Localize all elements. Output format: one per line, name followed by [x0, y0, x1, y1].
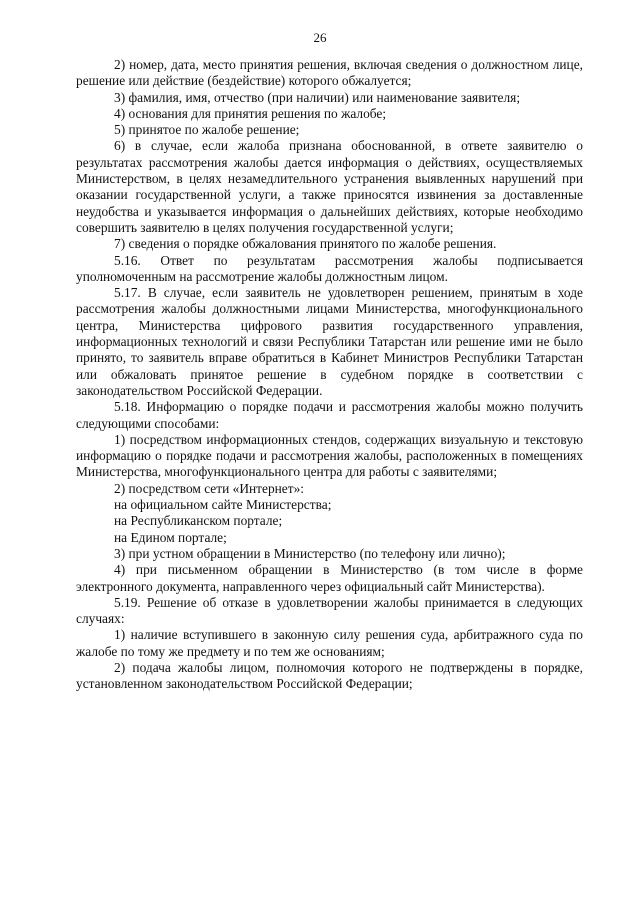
- paragraph-item-4: 4) основания для принятия решения по жалобе;: [114, 105, 387, 121]
- paragraph-5-19-item-2: 2) подача жалобы лицом, полномочия которого не подтверждены в порядке, установленном законодательством Российской Федерации;: [76, 659, 583, 692]
- paragraph-5-18-item-1: 1) посредством информационных стендов, содержащих визуальную и текстовую информацию о порядке подачи и рассмотрения жалобы, расположенных в помещениях Министерства, многофункционального центра для работы с заявителями;: [76, 431, 583, 480]
- paragraph-5-16: 5.16. Ответ по результатам рассмотрения жалобы подписывается уполномоченным на рассмотрение жалобы должностным лицом.: [76, 252, 583, 284]
- paragraph-item-7: 7) сведения о порядке обжалования принятого по жалобе решения.: [114, 236, 497, 252]
- paragraph-5-18-item-2: 2) посредством сети «Интернет»:: [114, 480, 305, 496]
- paragraph-5-18: 5.18. Информацию о порядке подачи и рассмотрения жалобы можно получить следующими способами:: [76, 399, 583, 431]
- paragraph-5-19: 5.19. Решение об отказе в удовлетворении жалобы принимается в следующих случаях:: [76, 594, 583, 627]
- paragraph-5-18-item-4: 4) при письменном обращении в Министерство (в том числе в форме электронного документа, направленного через официальный сайт Министерства).: [76, 562, 583, 594]
- paragraph-item-5: 5) принятое по жалобе решение;: [114, 122, 300, 138]
- page-number: 26: [313, 30, 327, 45]
- paragraph-5-18-unified-portal: на Едином портале;: [114, 529, 227, 545]
- paragraph-5-18-official-site: на официальном сайте Министерства;: [114, 497, 332, 513]
- paragraph-item-2: 2) номер, дата, место принятия решения, включая сведения о должностном лице, решение или действие (бездействие) которого обжалуется;: [76, 57, 583, 89]
- paragraph-5-19-item-1: 1) наличие вступившего в законную силу решения суда, арбитражного суда по жалобе по тому же предмету и по тем же основаниям;: [76, 627, 583, 659]
- paragraph-item-6: 6) в случае, если жалоба признана обоснованной, в ответе заявителю о результатах рассмотрения жалобы дается информация о действиях, осуществляемых Министерством, в целях незамедлительного устранения выявленных нарушений при оказании государственной услуги, а также приносятся извинения за доставленные неудобства и указывается информация о дальнейших действиях, которые необходимо совершить заявителю в целях получения государственной услуги;: [76, 138, 583, 235]
- paragraph-5-18-item-3: 3) при устном обращении в Министерство (по телефону или лично);: [114, 545, 506, 561]
- paragraph-item-3: 3) фамилия, имя, отчество (при наличии) или наименование заявителя;: [114, 89, 521, 105]
- document-body: [76, 57, 583, 693]
- paragraph-5-18-republican-portal: на Республиканском портале;: [114, 513, 283, 529]
- paragraph-5-17: 5.17. В случае, если заявитель не удовлетворен решением, принятым в ходе рассмотрения жалобы должностными лицами Министерства, многофункционального центра, Министерства цифрового развития государственного управления, информационных технологий и связи Республики Татарстан или решение ими не было принято, то заявитель вправе обратиться в Кабинет Министров Республики Татарстан или обжаловать принятое решение в судебном порядке в соответствии с законодательством Российской Федерации.: [76, 285, 583, 398]
